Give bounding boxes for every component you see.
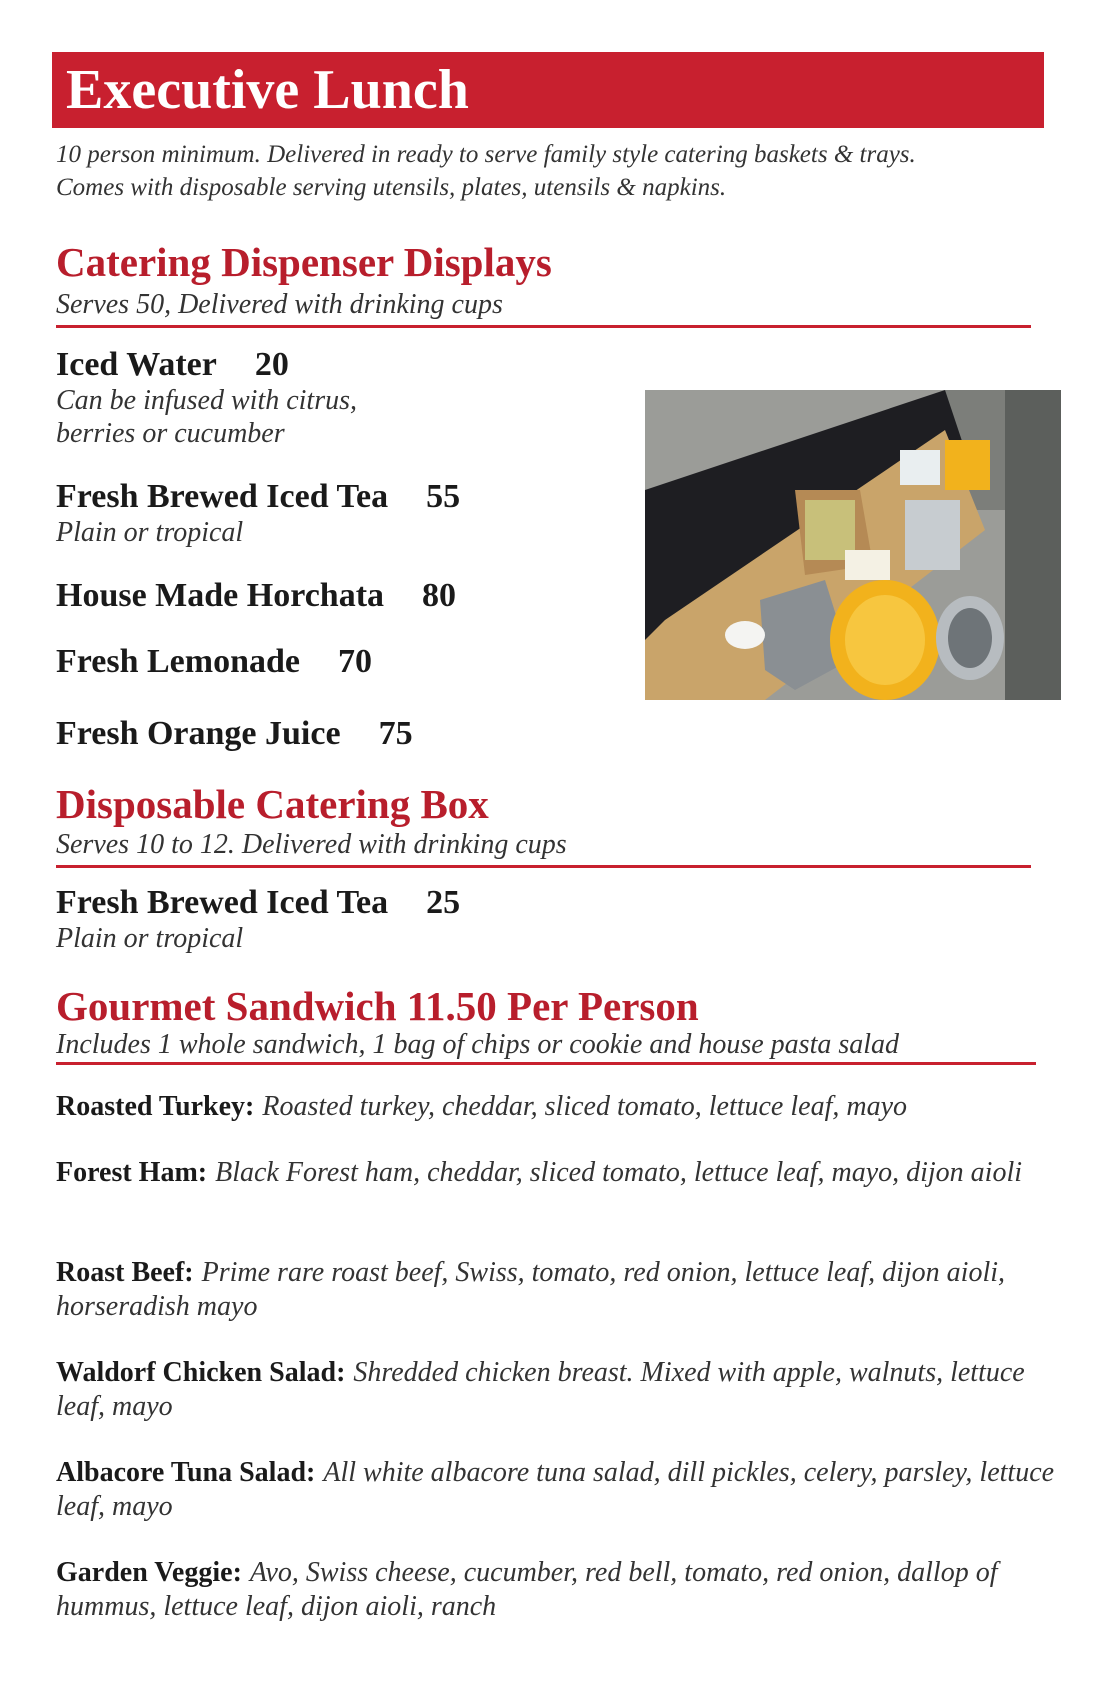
section-title-dispenser: Catering Dispenser Displays	[56, 239, 552, 285]
sandwich-name: Roast Beef	[56, 1257, 185, 1288]
sandwich-item: Roast Beef: Prime rare roast beef, Swiss, tomato, red onion, lettuce leaf, dijon aioli, horseradish mayo	[56, 1257, 1005, 1322]
intro-text	[56, 138, 1056, 204]
sandwich-item: Waldorf Chicken Salad: Shredded chicken breast. Mixed with apple, walnuts, lettuce leaf, mayo	[56, 1357, 1025, 1422]
sandwich-description: Black Forest ham, cheddar, sliced tomato, lettuce leaf, mayo, dijon aioli	[215, 1157, 1023, 1188]
item-name: Fresh Brewed Iced Tea	[56, 884, 389, 921]
sandwich-item: Garden Veggie: Avo, Swiss cheese, cucumber, red bell, tomato, red onion, dallop of hummus, lettuce leaf, dijon aioli, ranch	[56, 1557, 998, 1622]
page-title: Executive Lunch	[66, 59, 469, 121]
intro-line: Comes with disposable serving utensils, plates, utensils & napkins.	[56, 174, 727, 201]
sandwich-name: Albacore Tuna Salad	[56, 1457, 307, 1488]
sandwich-description: Prime rare roast beef, Swiss, tomato, red onion, lettuce leaf, dijon aioli, horseradish mayo	[56, 1257, 1005, 1322]
item-name: Fresh Lemonade	[56, 643, 300, 680]
item-price: 20	[254, 346, 289, 383]
sandwich-description: Shredded chicken breast. Mixed with apple, walnuts, lettuce leaf, mayo	[56, 1357, 1025, 1422]
item-description: Plain or tropical	[56, 923, 244, 954]
sandwich-description: All white albacore tuna salad, dill pickles, celery, parsley, lettuce leaf, mayo	[56, 1457, 1055, 1522]
item-name: Fresh Orange Juice	[56, 715, 341, 752]
item-description: Plain or tropical	[56, 517, 244, 548]
sandwich-name: Garden Veggie	[56, 1557, 233, 1588]
menu-item	[56, 345, 289, 385]
item-name: Iced Water	[56, 346, 217, 383]
sandwich-name: Roasted Turkey	[56, 1091, 246, 1122]
section-divider	[56, 865, 1031, 868]
section-title-sandwich: Gourmet Sandwich 11.50 Per Person	[56, 983, 699, 1029]
menu-item	[56, 642, 372, 682]
menu-item	[56, 576, 456, 616]
item-price: 75	[378, 715, 413, 752]
section-title-box: Disposable Catering Box	[56, 781, 489, 827]
item-price: 25	[426, 884, 461, 921]
intro-line: 10 person minimum. Delivered in ready to serve family style catering baskets & trays.	[56, 141, 916, 168]
dispenser-photo	[645, 390, 1061, 700]
sandwich-description: Roasted turkey, cheddar, sliced tomato, lettuce leaf, mayo	[262, 1091, 907, 1122]
menu-item	[56, 883, 460, 923]
section-subtitle-dispenser: Serves 50, Delivered with drinking cups	[56, 289, 503, 320]
section-divider	[56, 1062, 1036, 1065]
sandwich-item: Roasted Turkey: Roasted turkey, cheddar, sliced tomato, lettuce leaf, mayo	[56, 1091, 907, 1122]
header-banner	[52, 52, 1044, 128]
section-subtitle-box: Serves 10 to 12. Delivered with drinking cups	[56, 829, 567, 860]
menu-item	[56, 477, 460, 517]
item-price: 80	[422, 577, 457, 614]
dispenser-photo-illustration	[645, 390, 1061, 700]
sandwich-item: Albacore Tuna Salad: All white albacore tuna salad, dill pickles, celery, parsley, lettuce leaf, mayo	[56, 1457, 1055, 1522]
sandwich-description: Avo, Swiss cheese, cucumber, red bell, tomato, red onion, dallop of hummus, lettuce leaf, dijon aioli, ranch	[56, 1557, 998, 1622]
item-description: berries or cucumber	[56, 418, 285, 449]
section-divider	[56, 325, 1031, 328]
item-name: Fresh Brewed Iced Tea	[56, 478, 389, 515]
section-subtitle-sandwich: Includes 1 whole sandwich, 1 bag of chips or cookie and house pasta salad	[56, 1029, 900, 1060]
item-name: House Made Horchata	[56, 577, 385, 614]
sandwich-name: Forest Ham	[56, 1157, 198, 1188]
item-description: Can be infused with citrus,	[56, 385, 357, 416]
menu-item	[56, 714, 413, 754]
item-price: 55	[426, 478, 461, 515]
item-price: 70	[337, 643, 372, 680]
sandwich-name: Waldorf Chicken Salad	[56, 1357, 337, 1388]
sandwich-item: Forest Ham: Black Forest ham, cheddar, sliced tomato, lettuce leaf, mayo, dijon aioli	[56, 1157, 1023, 1188]
